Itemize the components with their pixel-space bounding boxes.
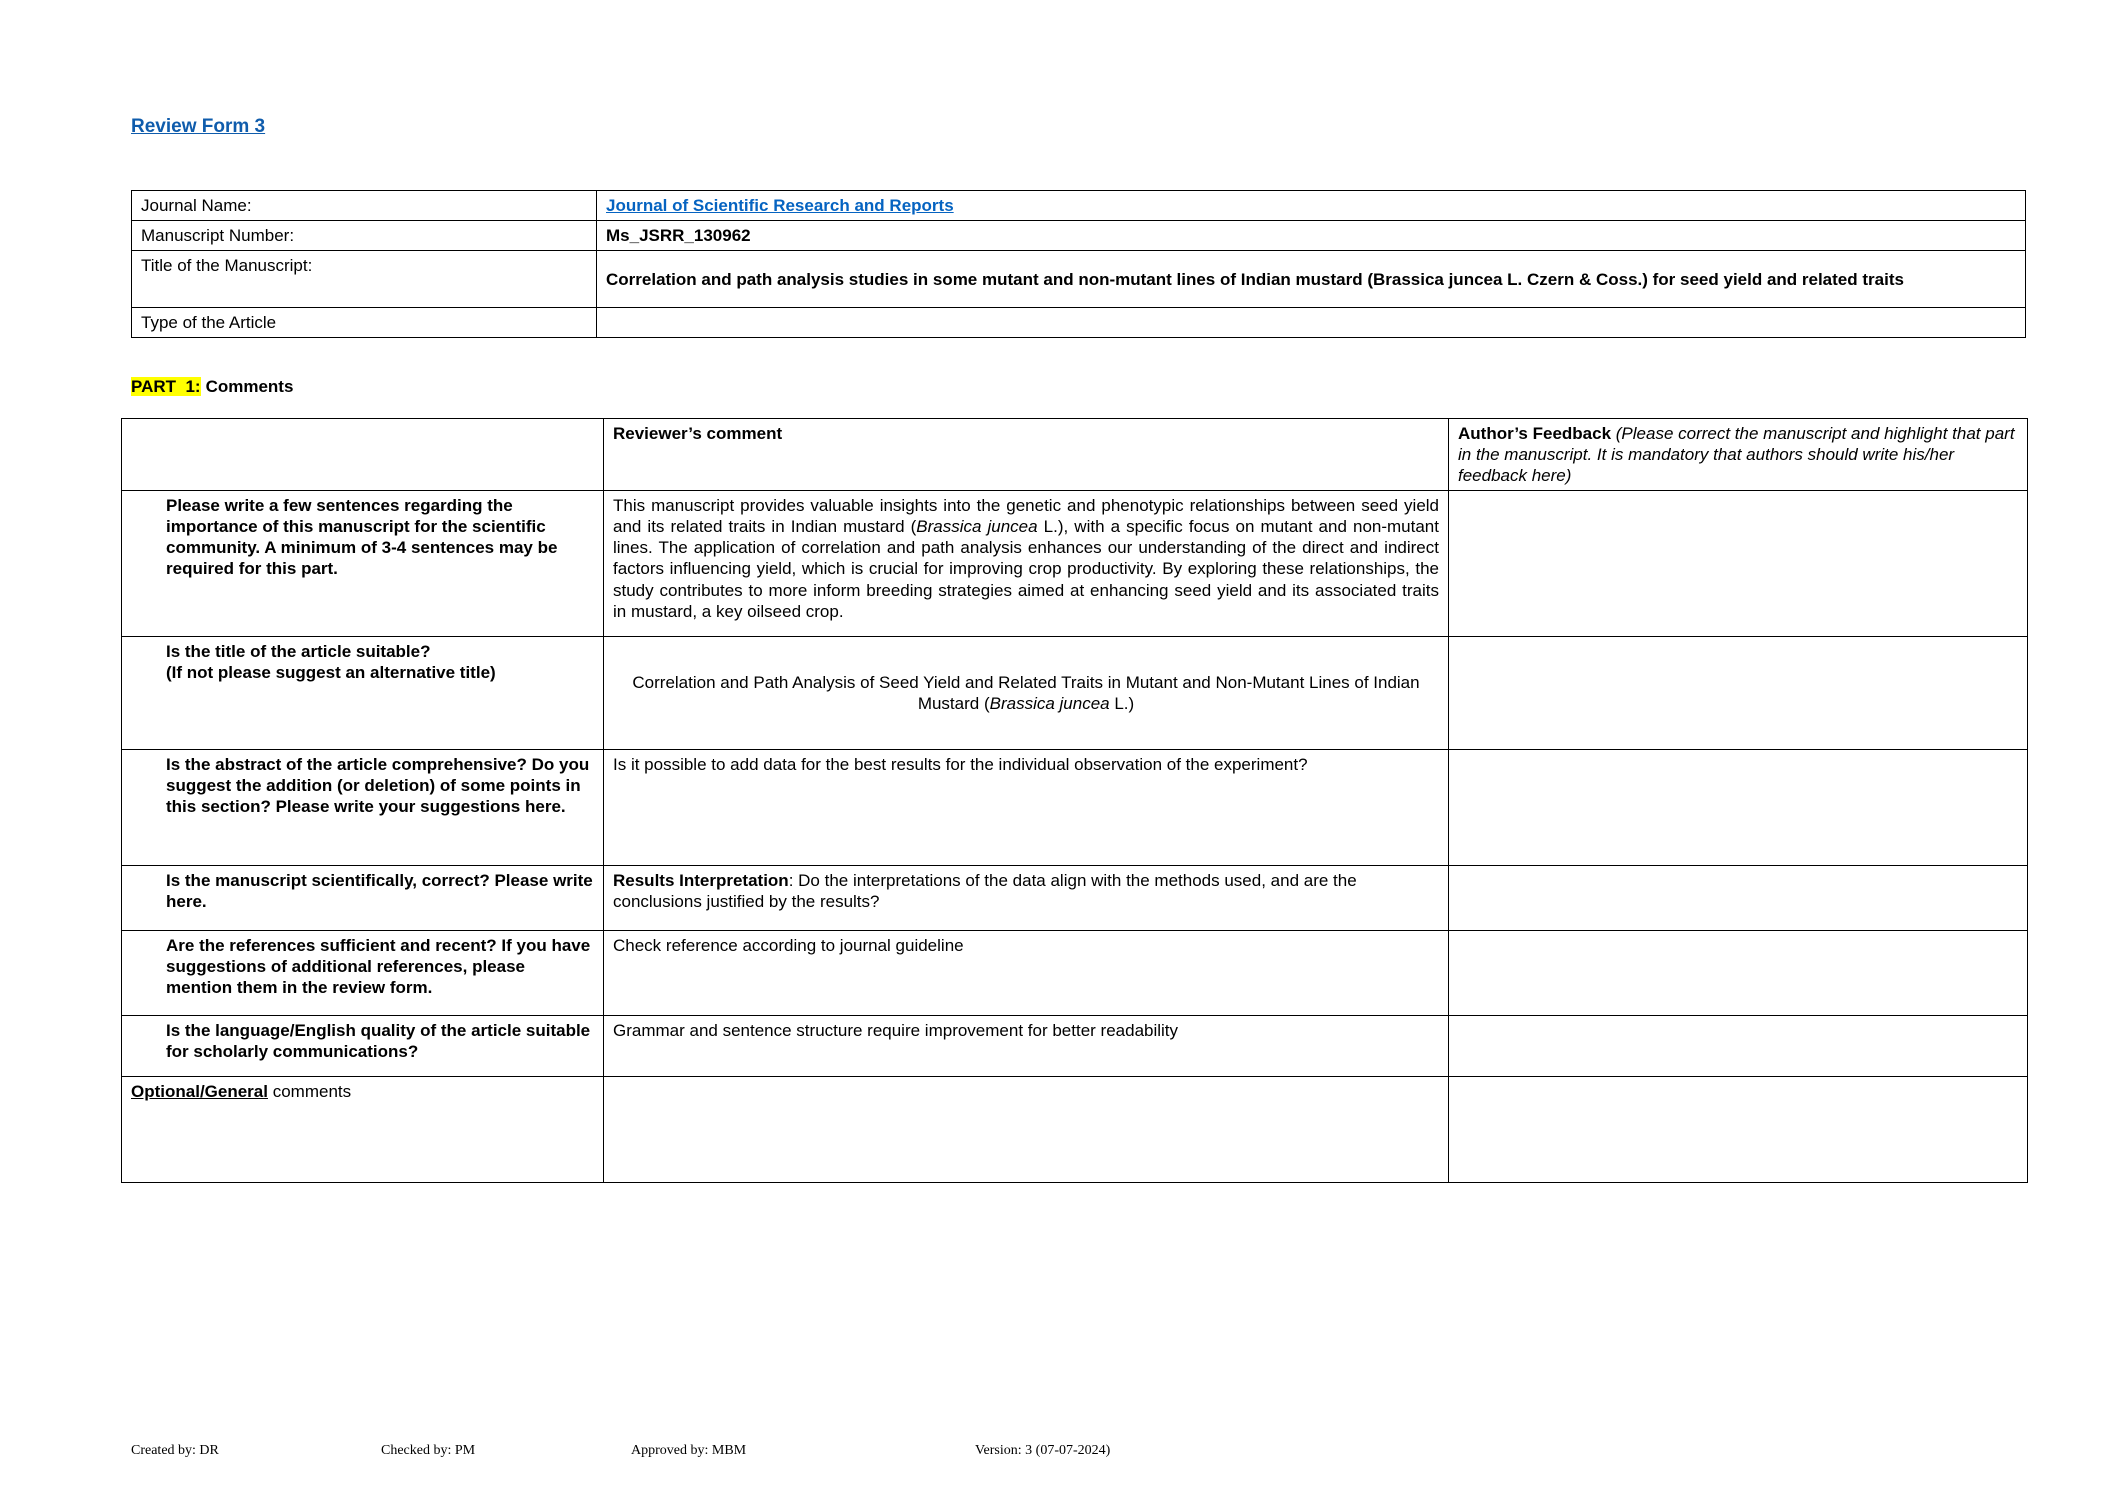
question-scientific: Is the manuscript scientifically, correct? Please write here. bbox=[122, 866, 604, 931]
article-type-value[interactable] bbox=[597, 308, 2026, 338]
comment-bold-lead: Results Interpretation bbox=[613, 871, 789, 891]
feedback-scientific[interactable] bbox=[1449, 866, 2028, 931]
comment-text: : Do the interpretations of the data align with the methods used, and are the conclusions justified by the results? bbox=[613, 871, 1357, 912]
header-empty-cell bbox=[122, 419, 604, 491]
comment-importance bbox=[604, 491, 1449, 637]
table-row bbox=[122, 931, 2028, 1016]
optional-feedback-cell[interactable] bbox=[1449, 1077, 2028, 1183]
reviewer-comment-header-label: Reviewer’s comment bbox=[613, 424, 783, 443]
table-row bbox=[122, 637, 2028, 750]
author-feedback-header-note: (Please correct the manuscript and highlight that part in the manuscript. It is mandatory that authors should write his/her feedback here) bbox=[1458, 424, 2015, 486]
table-row bbox=[132, 251, 2026, 308]
feedback-abstract[interactable] bbox=[1449, 750, 2028, 866]
comment-abstract: Is it possible to add data for the best results for the individual observation of the experiment? bbox=[604, 750, 1449, 866]
feedback-references[interactable] bbox=[1449, 931, 2028, 1016]
question-line: Is the title of the article suitable? bbox=[166, 642, 431, 662]
question-references: Are the references sufficient and recent? If you have suggestions of additional references, please mention them in the review form. bbox=[122, 931, 604, 1016]
table-header-row bbox=[122, 419, 2028, 491]
table-row bbox=[132, 191, 2026, 221]
question-importance: Please write a few sentences regarding the importance of this manuscript for the scientific community. A minimum of 3-4 sentences may be required for this part. bbox=[122, 491, 604, 637]
table-row bbox=[122, 750, 2028, 866]
part1-badge: PART 1: bbox=[131, 377, 201, 396]
footer-created-by: Created by: DR bbox=[131, 1443, 219, 1458]
footer-approved-by: Approved by: MBM bbox=[631, 1443, 747, 1458]
footer-checked-by: Checked by: PM bbox=[381, 1443, 476, 1458]
feedback-importance[interactable] bbox=[1449, 491, 2028, 637]
page-title: Review Form 3 bbox=[131, 116, 266, 137]
author-feedback-header bbox=[1449, 419, 2028, 491]
manuscript-number-label: Manuscript Number: bbox=[132, 221, 597, 251]
comment-text: Correlation and Path Analysis of Seed Yield and Related Traits in Mutant and Non-Mutant Lines of Indian Mustard ( bbox=[632, 673, 1420, 714]
manuscript-title-label: Title of the Manuscript: bbox=[132, 251, 597, 308]
comment-title-suggestion bbox=[604, 637, 1449, 750]
comments-table bbox=[121, 418, 2028, 1183]
comment-scientific bbox=[604, 866, 1449, 931]
table-row bbox=[132, 221, 2026, 251]
comment-text: L.), with a specific focus on mutant and non-mutant lines. The application of correlation and path analysis enhances our understanding of the direct and indirect factors influencing yield, which is crucial for improving crop productivity. By exploring these relationships, the study contributes to more inform breeding strategies aimed at enhancing seed yield and its associated traits in mustard, a key oilseed crop. bbox=[613, 517, 1439, 621]
journal-name-label: Journal Name: bbox=[132, 191, 597, 221]
species-name-italic: Brassica juncea bbox=[989, 694, 1110, 714]
optional-label-rest: comments bbox=[267, 1082, 352, 1102]
feedback-language[interactable] bbox=[1449, 1016, 2028, 1077]
manuscript-info-table bbox=[131, 190, 2026, 338]
optional-label-bold: Optional/General bbox=[131, 1082, 268, 1102]
table-row bbox=[132, 308, 2026, 338]
comment-references: Check reference according to journal guideline bbox=[604, 931, 1449, 1016]
manuscript-number-value: Ms_JSRR_130962 bbox=[597, 221, 2026, 251]
table-row bbox=[122, 1077, 2028, 1183]
journal-name-cell bbox=[597, 191, 2026, 221]
question-title-suitable bbox=[122, 637, 604, 750]
species-name-italic: Brassica juncea bbox=[916, 517, 1038, 537]
table-row bbox=[122, 1016, 2028, 1077]
article-type-label: Type of the Article bbox=[132, 308, 597, 338]
table-row bbox=[122, 866, 2028, 931]
feedback-title[interactable] bbox=[1449, 637, 2028, 750]
journal-link[interactable]: Journal of Scientific Research and Reports bbox=[606, 196, 954, 215]
optional-comments-cell[interactable] bbox=[604, 1077, 1449, 1183]
question-line: (If not please suggest an alternative title) bbox=[166, 663, 496, 683]
part1-label: Comments bbox=[205, 377, 294, 396]
author-feedback-header-label: Author’s Feedback bbox=[1458, 424, 1612, 443]
question-language: Is the language/English quality of the article suitable for scholarly communications? bbox=[122, 1016, 604, 1077]
comment-text: L.) bbox=[1109, 694, 1135, 714]
question-abstract: Is the abstract of the article comprehensive? Do you suggest the addition (or deletion) of some points in this section? Please write your suggestions here. bbox=[122, 750, 604, 866]
part1-heading bbox=[131, 377, 293, 397]
table-row bbox=[122, 491, 2028, 637]
manuscript-title-value: Correlation and path analysis studies in some mutant and non-mutant lines of Indian mustard (Brassica juncea L. Czern & Coss.) for seed yield and related traits bbox=[597, 251, 2026, 308]
footer-version: Version: 3 (07-07-2024) bbox=[975, 1443, 1111, 1458]
comment-text: This manuscript provides valuable insights into the genetic and phenotypic relationships between seed yield and its related traits in Indian mustard ( bbox=[613, 496, 1439, 537]
optional-comments-label bbox=[122, 1077, 604, 1183]
comment-language: Grammar and sentence structure require improvement for better readability bbox=[604, 1016, 1449, 1077]
reviewer-comment-header bbox=[604, 419, 1449, 491]
